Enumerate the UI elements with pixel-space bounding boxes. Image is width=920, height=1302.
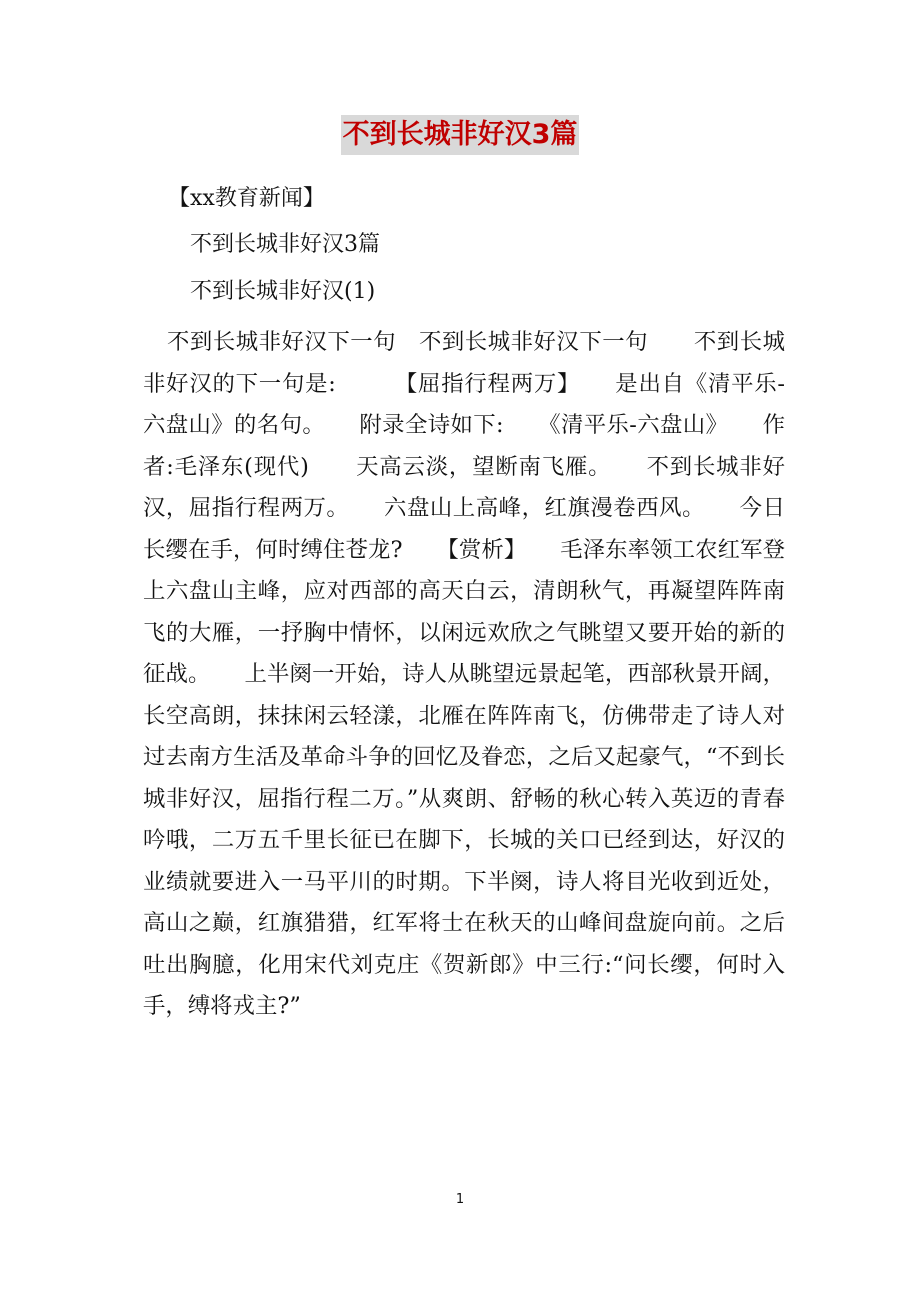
source-tag: 【xx教育新闻】	[168, 186, 325, 211]
section-heading: 不到长城非好汉(1)	[190, 279, 376, 304]
page-number: 1	[455, 1192, 465, 1207]
document-title: 不到长城非好汉3篇	[341, 115, 580, 155]
subtitle: 不到长城非好汉3篇	[190, 232, 380, 257]
body-paragraph: 不到长城非好汉下一句 不到长城非好汉下一句 不到长城非好汉的下一句是: 【屈指行程两万】 是出自《清平乐-六盘山》的名句。 附录全诗如下: 《清平乐-六盘山》 作者:毛泽东(现代) 天高云淡，望断南飞雁。 不到长城非好汉，屈指行程两万。 六盘山上高峰，红旗漫卷西风。 今日长缨在手，何时缚住苍龙? 【赏析】 毛泽东率领工农红军登上六盘山主峰，应对西部的高天白云，清朗秋气，再凝望阵阵南飞的大雁，一抒胸中情怀，以闲远欢欣之气眺望又要开始的新的征战。 上半阕一开始，诗人从眺望远景起笔，西部秋景开阔，长空高朗，抹抹闲云轻漾，北雁在阵阵南飞，仿佛带走了诗人对过去南方生活及革命斗争的回忆及眷恋，之后又起豪气，“不到长城非好汉，屈指行程二万。”从爽朗、舒畅的秋心转入英迈的青春吟哦，二万五千里长征已在脚下，长城的关口已经到达，好汉的业绩就要进入一马平川的时期。下半阕，诗人将目光收到近处，高山之巅，红旗猎猎，红军将士在秋天的山峰间盘旋向前。之后吐出胸臆，化用宋代刘克庄《贺新郎》中三行:“问长缨，何时入手，缚将戎主?”	[143, 329, 785, 1019]
document-title-block	[0, 115, 920, 155]
